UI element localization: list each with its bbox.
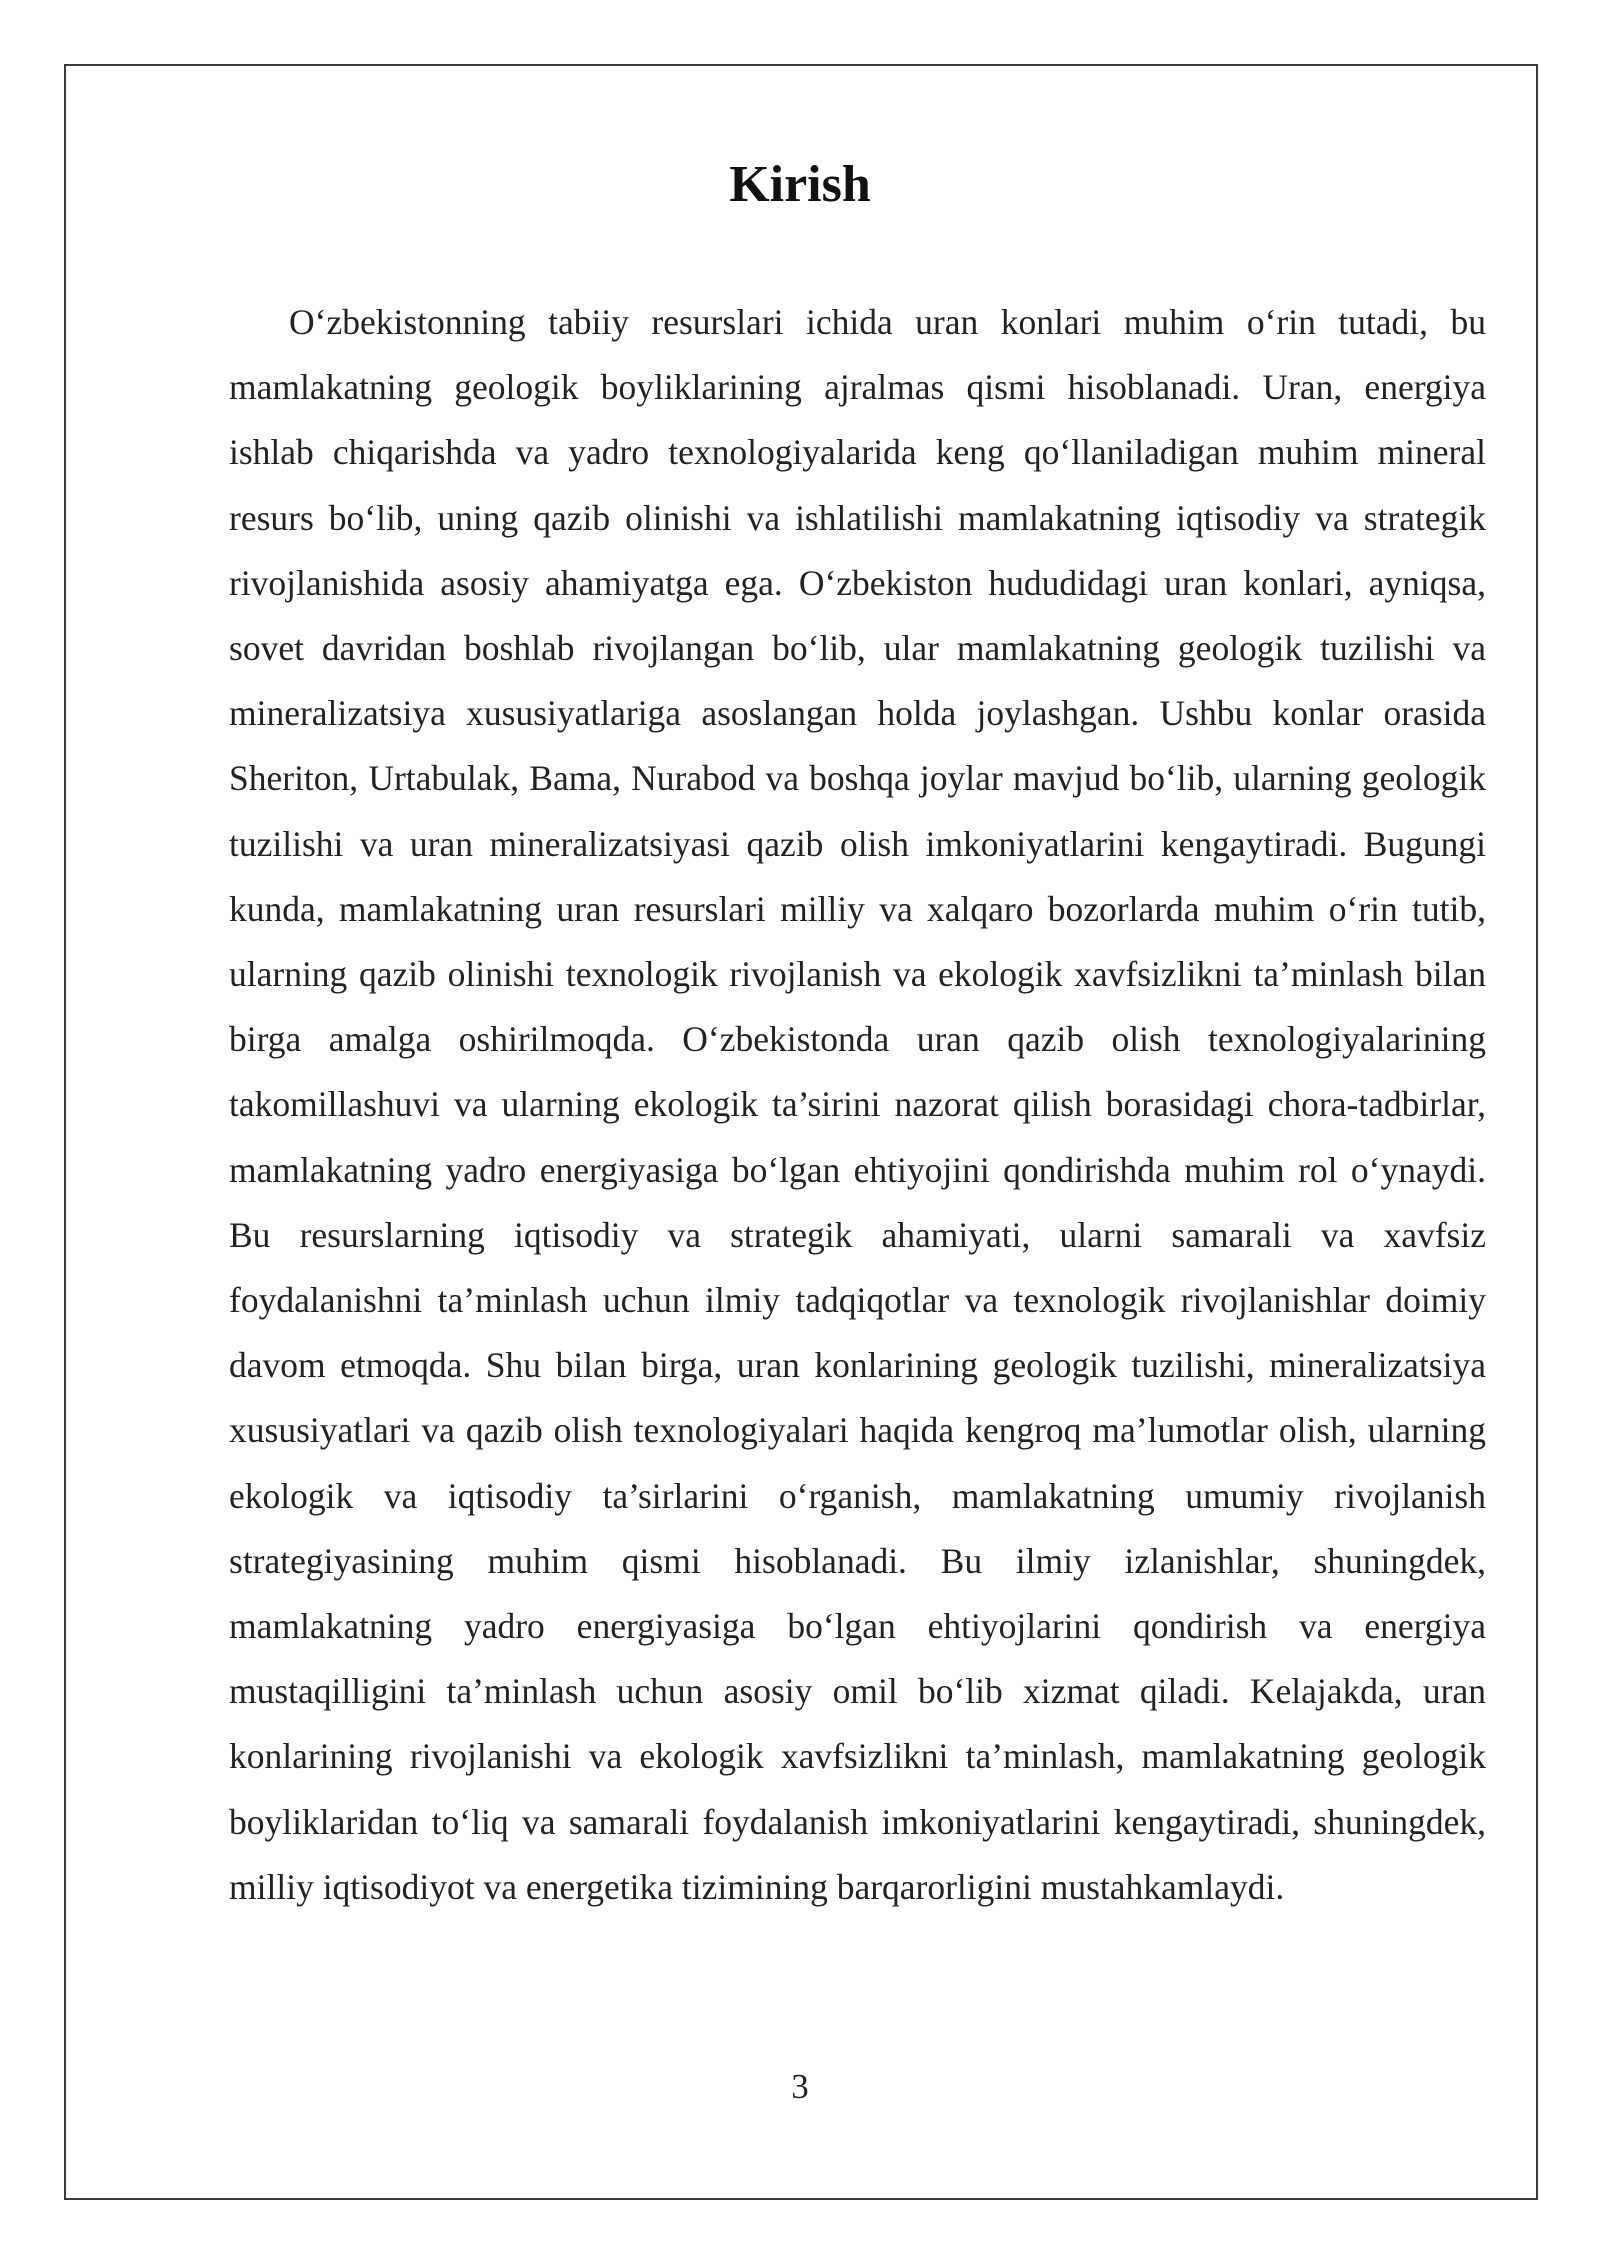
page-number: 3	[791, 2067, 809, 2106]
page-title: Kirish	[729, 156, 871, 213]
body-paragraph: O‘zbekistonning tabiiy resurslari ichida uran konlari muhim o‘rin tutadi, bu mamlakatning geologik boyliklarining ajralmas qismi hisoblanadi. Uran, energiya ishlab chiqarishda va yadro texnologiyalarida keng qo‘llaniladigan muhim mineral resurs bo‘lib, uning qazib olinishi va ishlatilishi mamlakatning iqtisodiy va strategik rivojlanishida asosiy ahamiyatga ega. O‘zbekiston hududidagi uran konlari, ayniqsa, sovet davridan boshlab rivojlangan bo‘lib, ular mamlakatning geologik tuzilishi va mineralizatsiya xususiyatlariga asoslangan holda joylashgan. Ushbu konlar orasida Sheriton, Urtabulak, Bama, Nurabod va boshqa joylar mavjud bo‘lib, ularning geologik tuzilishi va uran mineralizatsiyasi qazib olish imkoniyatlarini kengaytiradi. Bugungi kunda, mamlakatning uran resurslari milliy va xalqaro bozorlarda muhim o‘rin tutib, ularning qazib olinishi texnologik rivojlanish va ekologik xavfsizlikni ta’minlash bilan birga amalga oshirilmoqda. O‘zbekistonda uran qazib olish texnologiyalarining takomillashuvi va ularning ekologik ta’sirini nazorat qilish borasidagi chora-tadbirlar, mamlakatning yadro energiyasiga bo‘lgan ehtiyojini qondirishda muhim rol o‘ynaydi. Bu resurslarning iqtisodiy va strategik ahamiyati, ularni samarali va xavfsiz foydalanishni ta’minlash uchun ilmiy tadqiqotlar va texnologik rivojlanishlar doimiy davom etmoqda. Shu bilan birga, uran konlarining geologik tuzilishi, mineralizatsiya xususiyatlari va qazib olish texnologiyalari haqida kengroq ma’lumotlar olish, ularning ekologik va iqtisodiy ta’sirlarini o‘rganish, mamlakatning umumiy rivojlanish strategiyasining muhim qismi hisoblanadi. Bu ilmiy izlanishlar, shuningdek, mamlakatning yadro energiyasiga bo‘lgan ehtiyojlarini qondirish va energiya mustaqilligini ta’minlash uchun asosiy omil bo‘lib xizmat qiladi. Kelajakda, uran konlarining rivojlanishi va ekologik xavfsizlikni ta’minlash, mamlakatning geologik boyliklaridan to‘liq va samarali foydalanish imkoniyatlarini kengaytiradi, shuningdek, milliy iqtisodiyot va energetika tizimining barqarorligini mustahkamlaydi.	[229, 302, 1486, 1907]
